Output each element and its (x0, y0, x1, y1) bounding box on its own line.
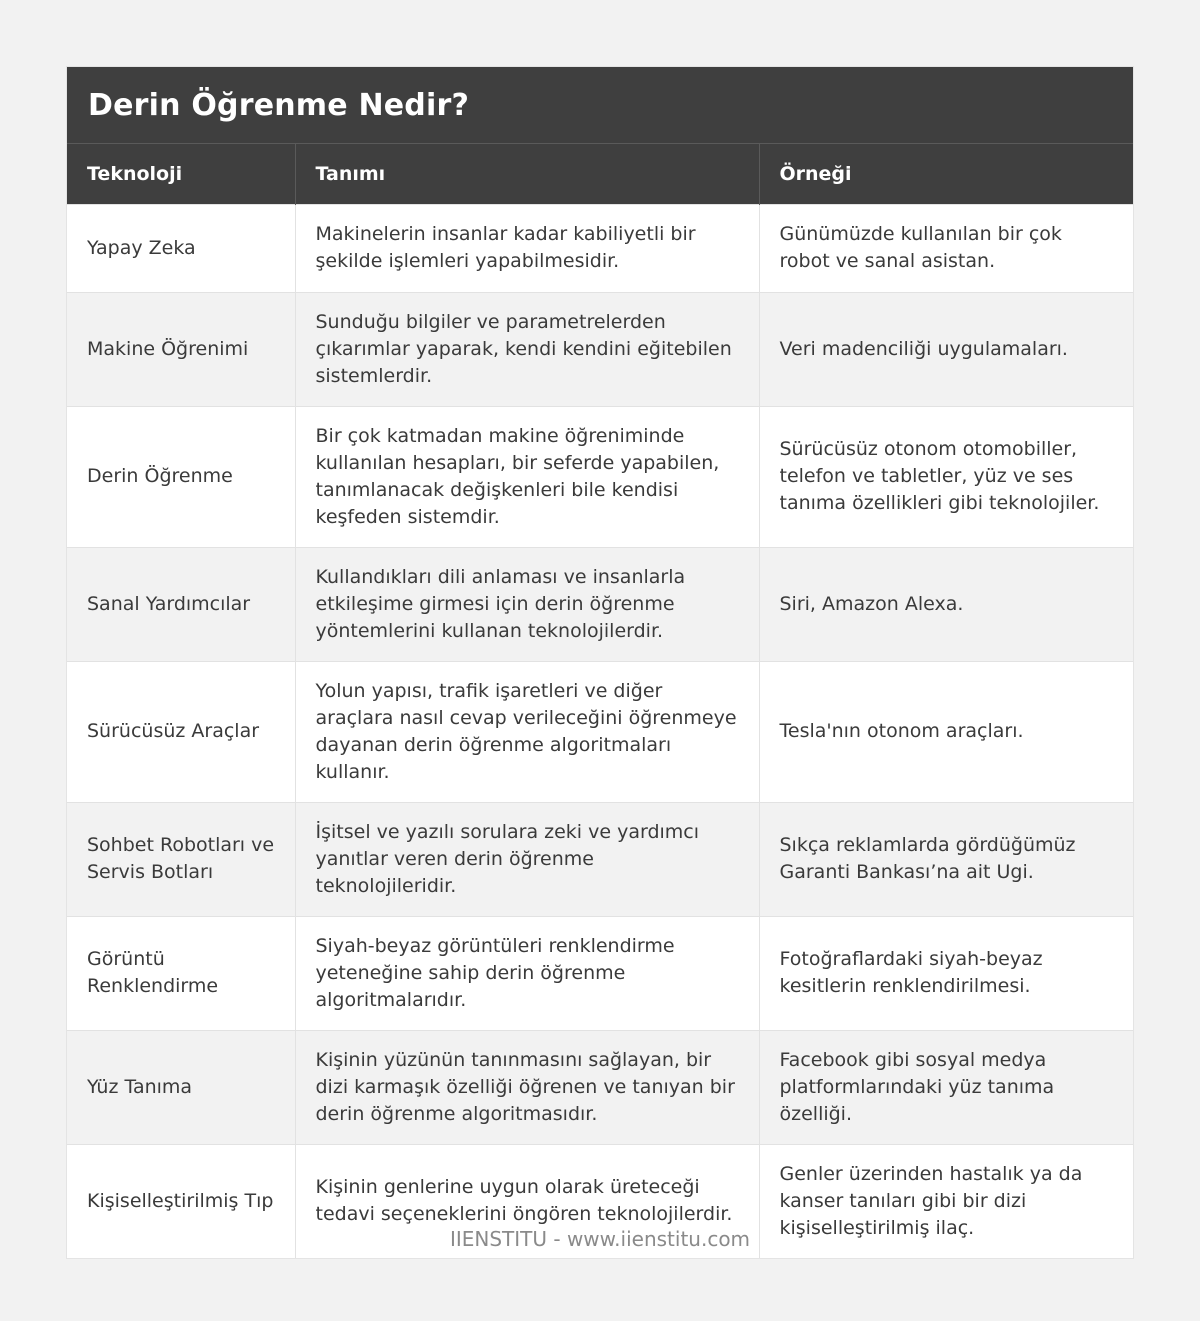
cell-definition: Kişinin yüzünün tanınmasını sağlayan, bir dizi karmaşık özelliği öğrenen ve tanıyan bir derin öğrenme algoritmasıdır. (295, 1030, 759, 1144)
table-row (67, 547, 1133, 661)
header-row (67, 144, 1133, 204)
table-row (67, 204, 1133, 292)
header-definition: Tanımı (295, 144, 759, 204)
header-example: Örneği (759, 144, 1133, 204)
table-row (67, 661, 1133, 802)
cell-technology: Sanal Yardımcılar (67, 547, 295, 661)
cell-definition: Yolun yapısı, trafik işaretleri ve diğer araçlara nasıl cevap verileceğini öğrenmeye dayanan derin öğrenme algoritmaları kullanır. (295, 661, 759, 802)
cell-technology: Görüntü Renklendirme (67, 916, 295, 1030)
cell-example: Sürücüsüz otonom otomobiller, telefon ve tabletler, yüz ve ses tanıma özellikleri gibi teknolojiler. (759, 406, 1133, 547)
cell-technology: Yapay Zeka (67, 204, 295, 292)
table-body (67, 204, 1133, 1258)
cell-definition: Bir çok katmadan makine öğreniminde kullanılan hesapları, bir seferde yapabilen, tanımlanacak değişkenleri bile kendisi keşfeden sistemdir. (295, 406, 759, 547)
table-row (67, 292, 1133, 406)
table-header (67, 144, 1133, 204)
cell-definition: İşitsel ve yazılı sorulara zeki ve yardımcı yanıtlar veren derin öğrenme teknolojileridir. (295, 802, 759, 916)
cell-example: Genler üzerinden hastalık ya da kanser tanıları gibi bir dizi kişiselleştirilmiş ilaç. (759, 1144, 1133, 1258)
cell-example: Facebook gibi sosyal medya platformlarındaki yüz tanıma özelliği. (759, 1030, 1133, 1144)
cell-example: Sıkça reklamlarda gördüğümüz Garanti Bankası’na ait Ugi. (759, 802, 1133, 916)
table-row (67, 802, 1133, 916)
comparison-table (67, 144, 1133, 1258)
cell-definition: Siyah-beyaz görüntüleri renklendirme yeteneğine sahip derin öğrenme algoritmalarıdır. (295, 916, 759, 1030)
cell-technology: Makine Öğrenimi (67, 292, 295, 406)
cell-technology: Yüz Tanıma (67, 1030, 295, 1144)
title-bar (67, 67, 1133, 144)
cell-technology: Kişiselleştirilmiş Tıp (67, 1144, 295, 1258)
cell-example: Fotoğraflardaki siyah-beyaz kesitlerin renklendirilmesi. (759, 916, 1133, 1030)
header-technology: Teknoloji (67, 144, 295, 204)
table-row (67, 1030, 1133, 1144)
cell-example: Siri, Amazon Alexa. (759, 547, 1133, 661)
cell-technology: Sohbet Robotları ve Servis Botları (67, 802, 295, 916)
cell-example: Tesla'nın otonom araçları. (759, 661, 1133, 802)
cell-example: Günümüzde kullanılan bir çok robot ve sanal asistan. (759, 204, 1133, 292)
cell-example: Veri madenciliği uygulamaları. (759, 292, 1133, 406)
footer-credit: IIENSTITU - www.iienstitu.com (449, 1227, 751, 1251)
cell-technology: Derin Öğrenme (67, 406, 295, 547)
cell-technology: Sürücüsüz Araçlar (67, 661, 295, 802)
cell-definition: Makinelerin insanlar kadar kabiliyetli bir şekilde işlemleri yapabilmesidir. (295, 204, 759, 292)
table-row (67, 406, 1133, 547)
cell-definition: Kişinin genlerine uygun olarak üreteceği tedavi seçeneklerini öngören teknolojilerdir. (295, 1144, 759, 1258)
cell-definition: Kullandıkları dili anlaması ve insanlarla etkileşime girmesi için derin öğrenme yöntemlerini kullanan teknolojilerdir. (295, 547, 759, 661)
table-row (67, 916, 1133, 1030)
page-title: Derin Öğrenme Nedir? (88, 87, 470, 123)
content-card (67, 67, 1133, 1258)
cell-definition: Sunduğu bilgiler ve parametrelerden çıkarımlar yaparak, kendi kendini eğitebilen sistemlerdir. (295, 292, 759, 406)
